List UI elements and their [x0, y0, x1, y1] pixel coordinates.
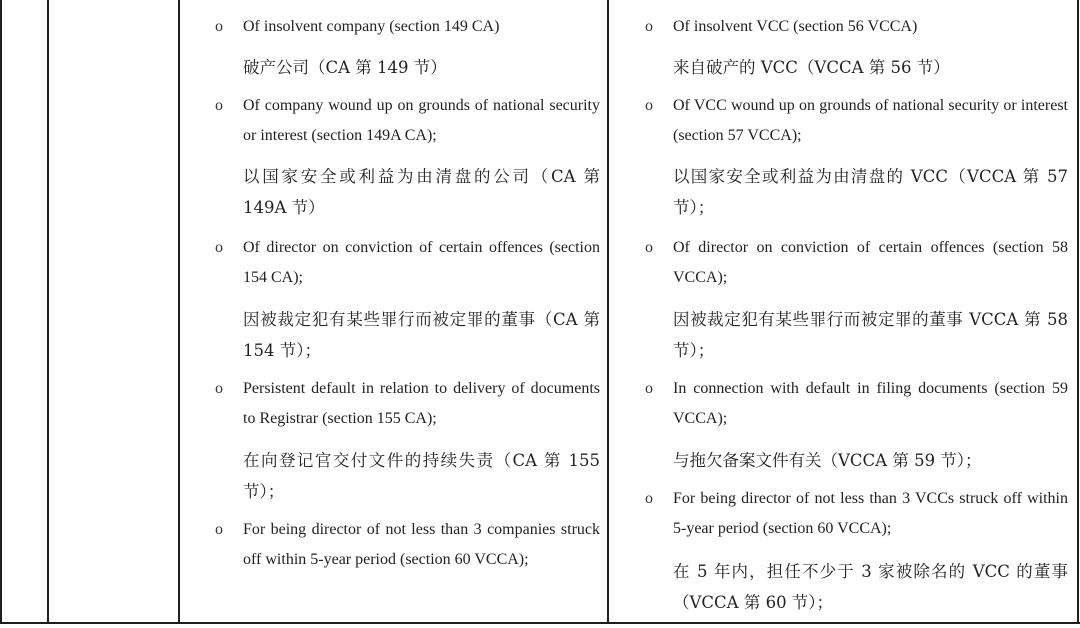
item-chinese: 以国家安全或利益为由清盘的公司（CA 第 149A 节）	[243, 167, 600, 217]
item-english: Of director on conviction of certain offences (section 58 VCCA);	[673, 239, 1068, 286]
bullet-icon: o	[215, 97, 223, 114]
list-item	[179, 374, 600, 434]
item-chinese: 与拖欠备案文件有关（VCCA 第 59 节）；	[673, 451, 982, 470]
bullet-icon: o	[215, 18, 223, 35]
item-english: Of director on conviction of certain offences (section 154 CA);	[243, 239, 600, 286]
item-chinese: 在向登记官交付文件的持续失责（CA 第 155 节）；	[243, 451, 600, 501]
list-item	[179, 91, 600, 151]
item-chinese: 以国家安全或利益为由清盘的 VCC（VCCA 第 57 节）；	[673, 167, 1068, 217]
item-chinese: 因被裁定犯有某些罪行而被定罪的董事（CA 第 154 节）；	[243, 310, 600, 360]
item-english: Of company wound up on grounds of national security or interest (section 149A CA);	[243, 97, 600, 144]
bullet-icon: o	[645, 490, 653, 507]
table-border-bottom	[0, 622, 1080, 624]
bullet-icon: o	[215, 239, 223, 256]
bullet-icon: o	[645, 380, 653, 397]
list-item	[609, 374, 1068, 434]
list-item	[179, 515, 600, 575]
item-chinese: 破产公司（CA 第 149 节）	[243, 58, 447, 77]
bullet-icon: o	[645, 239, 653, 256]
list-item	[609, 91, 1068, 151]
item-chinese: 来自破产的 VCC（VCCA 第 56 节）	[673, 58, 950, 77]
list-item	[179, 12, 600, 42]
item-english: In connection with default in filing documents (section 59 VCCA);	[673, 380, 1068, 427]
column-divider-1	[47, 0, 49, 624]
list-item	[609, 484, 1068, 544]
list-item	[609, 233, 1068, 293]
table-border-right	[1077, 0, 1079, 624]
bullet-icon: o	[645, 18, 653, 35]
item-english: Of insolvent company (section 149 CA)	[243, 18, 500, 35]
list-item	[609, 12, 1068, 42]
item-english: For being director of not less than 3 VCCs struck off within 5-year period (section 60 VCCA);	[673, 490, 1068, 537]
item-chinese: 在 5 年内，担任不少于 3 家被除名的 VCC 的董事（VCCA 第 60 节）；	[673, 562, 1068, 612]
bullet-icon: o	[215, 380, 223, 397]
table-border-left	[0, 0, 2, 624]
list-item	[179, 233, 600, 293]
bullet-icon: o	[215, 521, 223, 538]
item-english: For being director of not less than 3 companies struck off within 5-year period (section 60 VCCA);	[243, 521, 600, 568]
item-chinese: 因被裁定犯有某些罪行而被定罪的董事 VCCA 第 58 节）；	[673, 310, 1068, 360]
item-english: Of VCC wound up on grounds of national security or interest (section 57 VCCA);	[673, 97, 1068, 144]
item-english: Of insolvent VCC (section 56 VCCA)	[673, 18, 918, 35]
item-english: Persistent default in relation to delivery of documents to Registrar (section 155 CA);	[243, 380, 600, 427]
bullet-icon: o	[645, 97, 653, 114]
